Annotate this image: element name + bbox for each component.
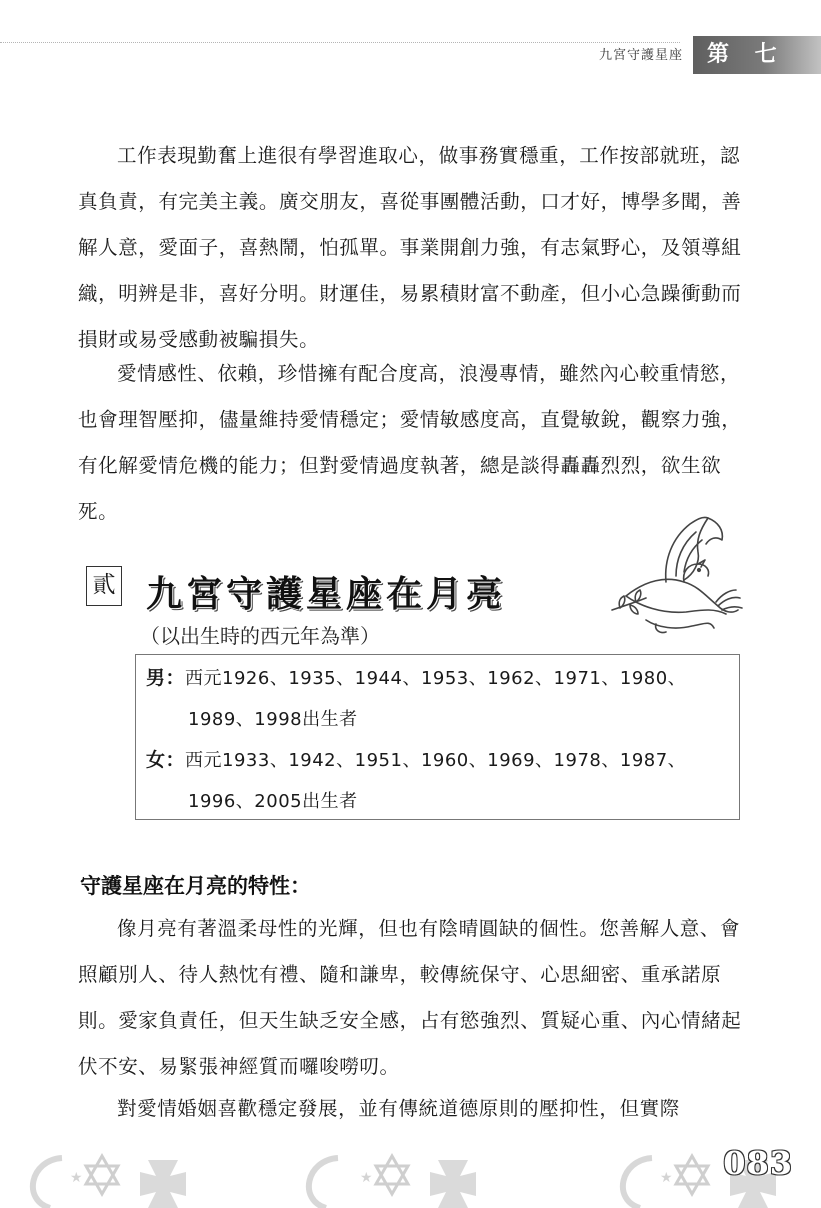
- bottom-ornament-icon: [0, 1150, 821, 1208]
- female-years-continuation: 1996、2005出生者: [188, 791, 358, 812]
- svg-text:★: ★: [360, 1170, 373, 1186]
- male-years-continuation: 1989、1998出生者: [188, 709, 358, 730]
- section-number-box: 貳: [86, 566, 122, 606]
- female-years-text: 西元1933、1942、1951、1960、1969、1978、1987、: [185, 750, 687, 771]
- page-number: 083: [723, 1144, 793, 1182]
- paragraph-moon-traits: 像月亮有著溫柔母性的光輝，但也有陰晴圓缺的個性。您善解人意、會照顧別人、待人熱忱有禮、隨和謙卑，較傳統保守、心思細密、重承諾原則。愛家負責任，但天生缺乏安全感，占有慾強烈、質疑心重、內心情緒起伏不安、易緊張神經質而囉唆嘮叨。: [78, 917, 742, 1078]
- section-title: 九宮守護星座在月亮: [146, 574, 507, 615]
- header-rule: [0, 42, 680, 43]
- paragraph-love-traits: 愛情感性、依賴，珍惜擁有配合度高，浪漫專情，雖然內心較重情慾，也會理智壓抑，儘量維持愛情穩定；愛情敏感度高，直覺敏銳，觀察力強，有化解愛情危機的能力；但對愛情過度執著，總是談得轟轟烈烈，欲生欲死。: [78, 362, 742, 523]
- birth-year-box: [135, 654, 740, 820]
- male-label: 男：: [146, 667, 186, 689]
- svg-text:★: ★: [660, 1170, 673, 1186]
- chapter-badge: 第 七 章: [693, 36, 821, 74]
- dove-illustration-icon: [606, 510, 746, 640]
- female-label: 女：: [146, 749, 186, 771]
- female-years-line: [146, 745, 686, 772]
- male-years-line: [146, 663, 686, 690]
- male-years-text: 西元1926、1935、1944、1953、1962、1971、1980、: [185, 668, 687, 689]
- section-subtitle: （以出生時的西元年為準）: [140, 624, 380, 648]
- svg-text:★: ★: [70, 1170, 83, 1186]
- paragraph-moon-love: 對愛情婚姻喜歡穩定發展，並有傳統道德原則的壓抑性，但實際: [117, 1097, 680, 1120]
- running-header: 九宮守護星座: [598, 48, 683, 63]
- paragraph-work-traits: 工作表現勤奮上進很有學習進取心，做事務實穩重，工作按部就班，認真負責，有完美主義。廣交朋友，喜從事團體活動，口才好，博學多聞，善解人意，愛面子，喜熱鬧，怕孤單。事業開創力強，有志氣野心，及領導組織，明辨是非，喜好分明。財運佳，易累積財富不動產，但小心急躁衝動而損財或易受感動被騙損失。: [78, 144, 742, 351]
- traits-heading: 守護星座在月亮的特性：: [80, 873, 311, 898]
